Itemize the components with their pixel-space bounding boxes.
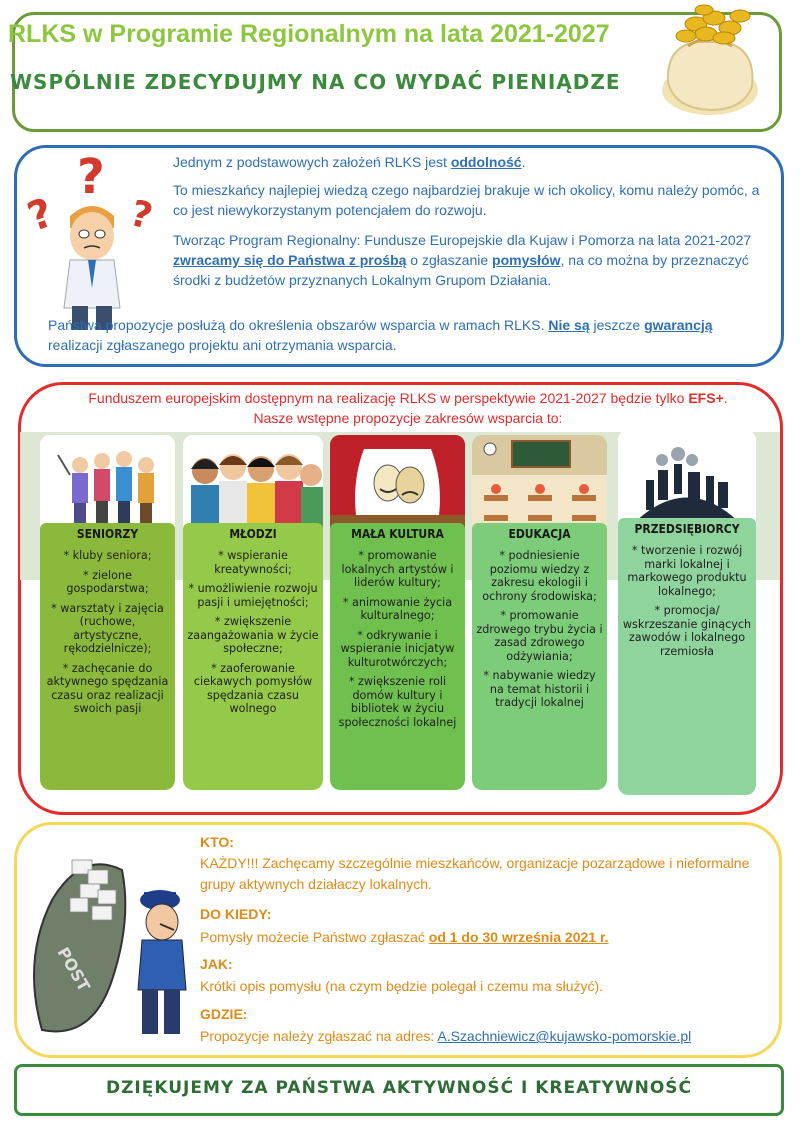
info-paragraph-3: Tworząc Program Regionalny: Fundusze Europejskie dla Kujaw i Pomorza na lata 2021-2027 zwracamy się do Państwa z prośbą o zgłaszanie pomysłów, na co można by przeznaczyć środki z budżetów przyznanych Lokalnym Grupom Działania. [173, 232, 752, 288]
list-item: * promowanie zdrowego trybu życia i zasad zdrowego odżywiania; [476, 609, 603, 663]
email-link[interactable]: A.Szachniewicz@kujawsko-pomorskie.pl [437, 1028, 692, 1044]
page-title: RLKS w Programie Regionalnym na lata 2021-2027 [8, 20, 610, 48]
column-title: MŁODZI [229, 527, 277, 541]
list-item: * zwiększenie roli domów kultury i bibliotek w życiu społeczności lokalnej [338, 675, 457, 729]
column-title: MAŁA KULTURA [351, 527, 444, 541]
svg-text:?: ? [125, 193, 157, 239]
info-paragraph-2: To mieszkańcy najlepiej wiedzą czego najbardziej brakuje w ich okolicy, komu należy pomóc, a co jest niewykorzystanym potencjałem do rozwoju. [173, 182, 760, 218]
confused-boy-icon [22, 148, 162, 333]
column-mlodzi [183, 435, 323, 790]
jak-text: Krótki opis pomysłu (na czym będzie polegał i czemu ma służyć). [200, 978, 604, 994]
column-list [622, 544, 752, 664]
youth-illustration-icon [183, 435, 323, 530]
list-item: * promocja/ wskrzeszanie ginących zawodów i lokalnego rzemiosła [622, 604, 752, 658]
kiedy-label: DO KIEDY: [200, 906, 272, 922]
page-subtitle: WSPÓLNIE ZDECYDUJMY NA CO WYDAĆ PIENIĄDZE [10, 70, 621, 94]
kiedy-text: Pomysły możecie Państwo zgłaszać od 1 do 30 września 2021 r. [200, 929, 609, 945]
list-item: * podniesienie poziomu wiedzy z zakresu ekologii i ochrony środowiska; [482, 549, 597, 603]
column-list [334, 549, 461, 735]
list-item: * zachęcanie do aktywnego spędzania czasu oraz realizacji swoich pasji [46, 661, 169, 715]
svg-text:?: ? [22, 189, 60, 241]
jak-label: JAK: [200, 956, 233, 972]
postman-icon [22, 840, 192, 1045]
info-paragraph-1: Jednym z podstawowych założeń RLKS jest oddolność. [173, 154, 526, 170]
column-list [476, 549, 603, 716]
list-item: * warsztaty i zajęcia (ruchowe, artystyczne, rękodzielnicze); [51, 601, 164, 655]
column-title: PRZEDSIĘBIORCY [634, 522, 740, 536]
column-mala-kultura [330, 435, 465, 790]
list-item: * promowanie lokalnych artystów i liderów kultury; [341, 549, 454, 589]
column-edukacja [472, 435, 607, 790]
column-title: SENIORZY [76, 527, 139, 541]
info-paragraph-4: Państwa propozycje posłużą do określenia obszarów wsparcia w ramach RLKS. Nie są jeszcze gwarancją realizacji zgłaszanego projektu ani otrzymania wsparcia. [48, 317, 713, 353]
list-item: * nabywanie wiedzy na temat historii i tradycji lokalnej [483, 669, 596, 709]
list-item: * umożliwienie rozwoju pasji i umiejętności; [188, 582, 318, 609]
kto-label: KTO: [200, 834, 234, 850]
gdzie-label: GDZIE: [200, 1006, 248, 1022]
list-item: * zwiększenie zaangażowania w życie społeczne; [187, 615, 319, 655]
column-seniorzy [40, 435, 175, 790]
list-item: * tworzenie i rozwój marki lokalnej i markowego produktu lokalnego; [627, 544, 747, 598]
list-item: * kluby seniora; [63, 549, 152, 562]
list-item: * zielone gospodarstwa; [66, 568, 149, 595]
svg-text:POST: POST [53, 943, 94, 995]
gdzie-text: Propozycje należy zgłaszać na adres: A.Szachniewicz@kujawsko-pomorskie.pl [200, 1028, 692, 1044]
efs-intro: Funduszem europejskim dostępnym na realizację RLKS w perspektywie 2021-2027 będzie tylko EFS+. Nasze wstępne propozycje zakresów wsparcia to: [88, 390, 728, 426]
kto-text: KAŻDY!!! Zachęcamy szczególnie mieszkańców, organizacje pozarządowe i nieformalne grupy aktywnych działaczy lokalnych. [200, 855, 750, 892]
column-przedsiebiorcy [618, 430, 756, 795]
list-item: * animowanie życia kulturalnego; [342, 595, 453, 622]
industry-globe-icon [618, 430, 756, 525]
list-item: * zaoferowanie ciekawych pomysłów spędzania czasu wolnego [193, 661, 313, 715]
column-title: EDUKACJA [508, 527, 571, 541]
svg-text:?: ? [77, 149, 105, 205]
column-list [187, 549, 319, 722]
list-item: * wspieranie kreatywności; [214, 549, 292, 576]
column-list [44, 549, 171, 722]
list-item: * odkrywanie i wspieranie inicjatyw kulturotwórczych; [340, 628, 455, 669]
theater-masks-icon [330, 435, 465, 530]
footer-text: DZIĘKUJEMY ZA PAŃSTWA AKTYWNOŚĆ I KREATYWNOŚĆ [105, 1078, 693, 1098]
classroom-icon [472, 435, 607, 530]
money-bag-icon [648, 2, 768, 117]
seniors-illustration-icon [40, 435, 175, 530]
